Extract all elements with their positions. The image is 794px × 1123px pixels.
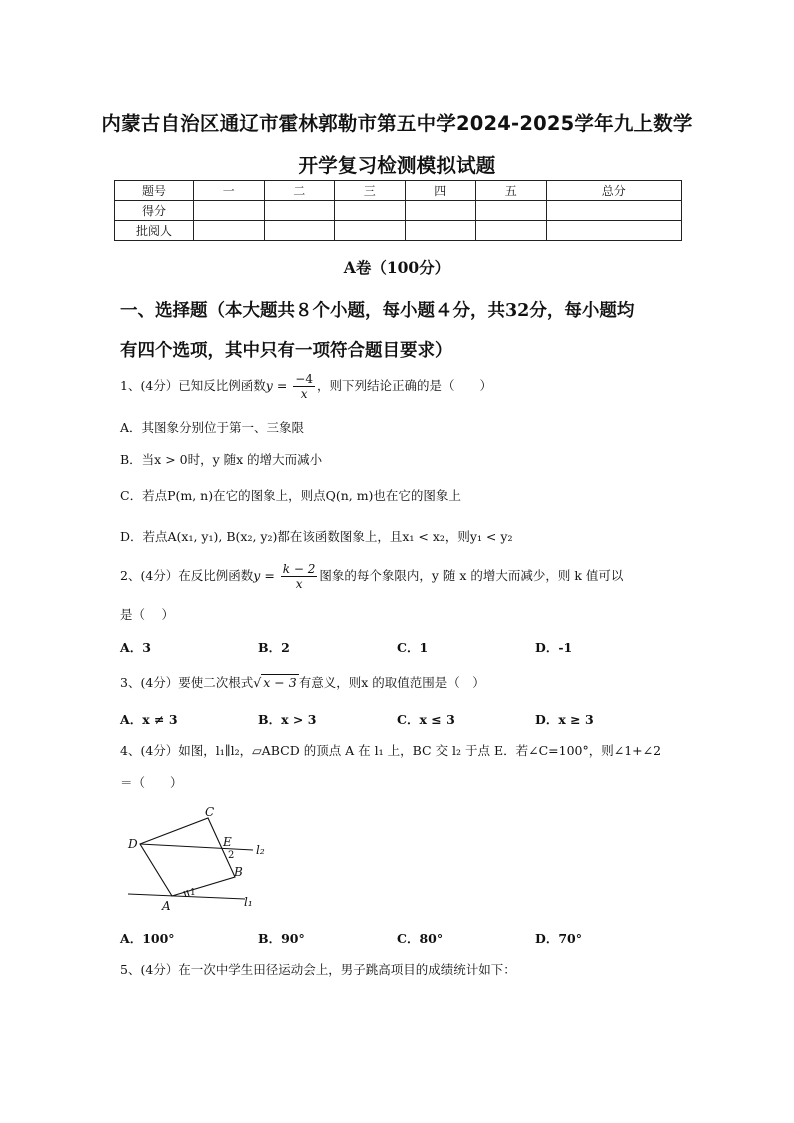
paper-part-heading: A卷（100分）	[343, 258, 451, 277]
score-cell[interactable]	[264, 221, 335, 241]
q2-option-c[interactable]: C．1	[397, 640, 429, 655]
q3-suffix: 有意义，则x 的取值范围是（ ）	[298, 675, 485, 690]
score-cell[interactable]	[335, 221, 406, 241]
fig-label-l1: l₁	[244, 895, 253, 909]
fig-label-1: 1	[190, 888, 196, 898]
question-1-stem	[120, 372, 492, 401]
q3-prefix: 3、(4分）要使二次根式	[120, 675, 254, 690]
score-cell[interactable]	[476, 221, 547, 241]
fig-label-e: E	[223, 835, 232, 849]
q2-option-b[interactable]: B．2	[258, 640, 290, 655]
q3-option-d[interactable]: D．x ≥ 3	[535, 712, 594, 727]
q4-option-b[interactable]: B．90°	[258, 931, 305, 946]
q1-option-d[interactable]: D．若点A(x₁, y₁), B(x₂, y₂)都在该函数图象上，且x₁ < x₂，则y₁ < y₂	[120, 529, 513, 544]
q2-option-a[interactable]: A．3	[120, 640, 151, 655]
section-heading-line-1: 一、选择题（本大题共８个小题，每小题４分，共32分，每小题均	[120, 301, 635, 321]
question-3-stem	[120, 673, 485, 691]
q1-numerator: −4	[295, 372, 313, 386]
q2-numerator: k − 2	[282, 562, 316, 576]
score-table-header-cell: 题号	[115, 181, 194, 201]
score-cell[interactable]	[194, 201, 265, 221]
q4-option-a[interactable]: A．100°	[120, 931, 175, 946]
score-table-row	[115, 221, 682, 241]
score-table-header-cell: 五	[476, 181, 547, 201]
line-l1	[128, 894, 245, 899]
fig-label-l2: l₂	[256, 843, 265, 857]
fig-label-c: C	[205, 806, 215, 819]
q2-suffix: 图象的每个象限内，y 随 x 的增大而减少，则 k 值可以	[319, 568, 624, 583]
q1-y-var: y	[265, 378, 273, 393]
fig-label-2: 2	[228, 850, 235, 861]
score-cell[interactable]	[546, 221, 682, 241]
q3-radical: √ x − 3	[253, 675, 297, 690]
fig-label-a: A	[162, 899, 171, 913]
question-4-stem: 4、(4分）如图，l₁∥l₂，▱ABCD 的顶点 A 在 l₁ 上，BC 交 l₂ 于点 E．若∠C=100°，则∠1+∠2	[120, 743, 662, 758]
parallelogram-abcd	[140, 818, 235, 896]
fig-label-b: B	[234, 865, 243, 879]
q1-option-b[interactable]: B．当x > 0时，y 随x 的增大而减小	[120, 452, 323, 467]
line-l2	[140, 844, 253, 850]
q3-option-b[interactable]: B．x > 3	[258, 712, 317, 727]
fig-label-d: D	[128, 837, 138, 851]
q1-fraction	[293, 372, 315, 401]
question-5-stem: 5、(4分）在一次中学生田径运动会上，男子跳高项目的成绩统计如下：	[120, 962, 516, 977]
q1-equals: =	[272, 378, 292, 393]
score-table-row	[115, 201, 682, 221]
score-cell[interactable]	[335, 201, 406, 221]
question-4-stem-line-2: ＝（ ）	[120, 775, 183, 790]
q1-prefix: 1、(4分）已知反比例函数	[120, 378, 266, 393]
score-cell[interactable]	[405, 201, 476, 221]
question-2-stem-line-2: 是（ ）	[120, 607, 174, 622]
q4-parallelogram-figure	[120, 806, 280, 916]
score-cell[interactable]	[194, 221, 265, 241]
question-2-stem	[120, 562, 623, 591]
q2-denominator: x	[295, 577, 303, 591]
title-line-2: 开学复习检测模拟试题	[298, 154, 496, 177]
q2-fraction	[281, 562, 318, 591]
q3-option-a[interactable]: A．x ≠ 3	[120, 712, 178, 727]
score-table	[114, 180, 682, 241]
q4-option-c[interactable]: C．80°	[397, 931, 444, 946]
score-table-header-cell: 一	[194, 181, 265, 201]
title-line-1: 内蒙古自治区通辽市霍林郭勒市第五中学2024-2025学年九上数学	[101, 112, 693, 135]
score-table-header-cell: 三	[335, 181, 406, 201]
q2-prefix: 2、(4分）在反比例函数	[120, 568, 254, 583]
score-cell[interactable]	[476, 201, 547, 221]
section-heading-line-2: 有四个选项，其中只有一项符合题目要求）	[120, 341, 453, 361]
q1-denominator: x	[300, 387, 308, 401]
q4-option-d[interactable]: D．70°	[535, 931, 582, 946]
score-row-label: 得分	[115, 201, 194, 221]
score-table-header-cell: 四	[405, 181, 476, 201]
score-table-header-cell: 总分	[546, 181, 682, 201]
q1-option-a[interactable]: A．其图象分别位于第一、三象限	[120, 420, 305, 435]
score-table-header-row	[115, 181, 682, 201]
q2-option-d[interactable]: D．-1	[535, 640, 573, 655]
score-cell[interactable]	[546, 201, 682, 221]
q2-y-var: y	[253, 568, 261, 583]
score-cell[interactable]	[405, 221, 476, 241]
score-table-header-cell: 二	[264, 181, 335, 201]
score-row-label: 批阅人	[115, 221, 194, 241]
q2-equals: =	[260, 568, 279, 583]
q1-suffix: ，则下列结论正确的是（ ）	[316, 378, 492, 393]
q1-option-c[interactable]: C．若点P(m, n)在它的图象上，则点Q(n, m)也在它的图象上	[120, 488, 461, 503]
q3-radicand: x − 3	[263, 675, 297, 690]
score-cell[interactable]	[264, 201, 335, 221]
q3-option-c[interactable]: C．x ≤ 3	[397, 712, 455, 727]
